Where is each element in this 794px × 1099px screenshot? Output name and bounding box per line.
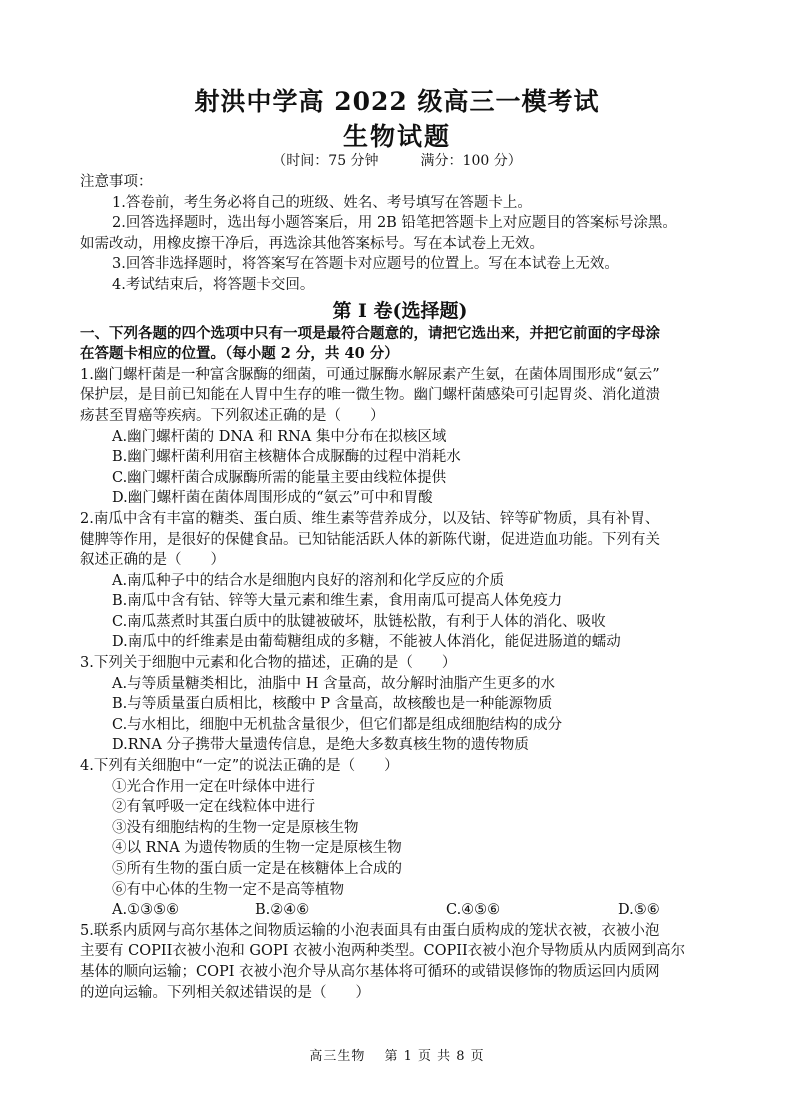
page-footer: 高三生物 第 1 页 共 8 页: [309, 1049, 485, 1064]
question-stem: 基体的顺向运输；COPI 衣被小泡介导从高尔基体将可循环的或错误修饰的物质运回内质网: [80, 963, 660, 980]
option-b: B.②④⑥: [255, 902, 310, 919]
option-d: D.⑤⑥: [618, 902, 660, 919]
option-d: D.幽门螺杆菌在菌体周围形成的“氨云”可中和胃酸: [112, 490, 433, 507]
statement-item: ②有氧呼吸一定在线粒体中进行: [112, 799, 315, 816]
notice-line: 如需改动，用橡皮擦干净后，再选涂其他答案标号。写在本试卷上无效。: [80, 235, 544, 252]
option-a: A.与等质量糖类相比，油脂中 H 含量高，故分解时油脂产生更多的水: [112, 675, 555, 692]
question-stem: 3.下列关于细胞中元素和化合物的描述，正确的是（ ）: [80, 655, 457, 672]
option-a: A.①③⑤⑥: [112, 902, 180, 919]
option-b: B.与等质量蛋白质相比，核酸中 P 含量高，故核酸也是一种能源物质: [112, 696, 553, 713]
question-stem: 保护层，是目前已知能在人胃中生存的唯一微生物。幽门螺杆菌感染可引起胃炎、消化道溃: [80, 387, 660, 404]
notice-heading: 注意事项：: [80, 174, 153, 190]
statement-item: ①光合作用一定在叶绿体中进行: [112, 778, 315, 795]
option-b: B.南瓜中含有钴、锌等大量元素和维生素，食用南瓜可提高人体免疫力: [112, 593, 563, 610]
option-a: A.南瓜种子中的结合水是细胞内良好的溶剂和化学反应的介质: [112, 572, 505, 589]
notice-line: 2.回答选择题时，选出每小题答案后，用 2B 铅笔把答题卡上对应题目的答案标号涂黑。: [112, 215, 677, 232]
option-c: C.幽门螺杆菌合成脲酶所需的能量主要由线粒体提供: [112, 469, 447, 486]
option-a: A.幽门螺杆菌的 DNA 和 RNA 集中分布在拟核区域: [112, 428, 447, 445]
section-instruction: 一、下列各题的四个选项中只有一项是最符合题意的，请把它选出来，并把它前面的字母涂: [80, 324, 660, 342]
question-stem: 1.幽门螺杆菌是一种富含脲酶的细菌，可通过脲酶水解尿素产生氨，在菌体周围形成“氨云”: [80, 366, 660, 383]
option-d: D.南瓜中的纤维素是由葡萄糖组成的多糖，不能被人体消化，能促进肠道的蠕动: [112, 634, 621, 651]
section-title: 第 I 卷(选择题): [332, 299, 468, 322]
question-stem: 4.下列有关细胞中“一定”的说法正确的是（ ）: [80, 758, 399, 775]
notice-line: 3.回答非选择题时，将答案写在答题卡对应题号的位置上。写在本试卷上无效。: [112, 256, 619, 273]
question-stem: 叙述正确的是（ ）: [80, 552, 225, 569]
statement-item: ⑥有中心体的生物一定不是高等植物: [112, 881, 344, 898]
question-stem: 主要有 COPII衣被小泡和 GOPI 衣被小泡两种类型。COPII衣被小泡介导物质从内质网到高尔: [80, 943, 686, 960]
question-stem: 2.南瓜中含有丰富的糖类、蛋白质、维生素等营养成分，以及钴、锌等矿物质，具有补胃、: [80, 510, 660, 527]
question-stem: 健脾等作用，是很好的保健食品。已知钴能活跃人体的新陈代谢，促进造血功能。下列有关: [80, 531, 660, 548]
option-c: C.④⑤⑥: [446, 902, 501, 919]
statement-item: ④以 RNA 为遗传物质的生物一定是原核生物: [112, 840, 402, 857]
options-row: [80, 900, 720, 921]
option-d: D.RNA 分子携带大量遗传信息，是绝大多数真核生物的遗传物质: [112, 737, 529, 754]
exam-subject: 生物试题: [342, 122, 451, 151]
question-stem: 疡甚至胃癌等疾病。下列叙述正确的是（ ）: [80, 407, 385, 424]
notice-line: 1.答卷前，考生务必将自己的班级、姓名、考号填写在答题卡上。: [112, 194, 532, 211]
section-instruction: 在答题卡相应的位置。（每小题 2 分，共 40 分）: [80, 345, 399, 363]
option-c: C.南瓜蒸煮时其蛋白质中的肽键被破坏，肽链松散，有利于人体的消化、吸收: [112, 613, 606, 630]
question-stem: 的逆向运输。下列相关叙述错误的是（ ）: [80, 984, 370, 1001]
exam-info: （时间：75 分钟 满分：100 分）: [272, 153, 522, 169]
notice-line: 4.考试结束后，将答题卡交回。: [112, 276, 315, 293]
statement-item: ③没有细胞结构的生物一定是原核生物: [112, 819, 359, 836]
option-c: C.与水相比，细胞中无机盐含量很少，但它们都是组成细胞结构的成分: [112, 716, 563, 733]
option-b: B.幽门螺杆菌利用宿主核糖体合成脲酶的过程中消耗水: [112, 449, 461, 466]
question-stem: 5.联系内质网与高尔基体之间物质运输的小泡表面具有由蛋白质构成的笼状衣被，衣被小泡: [80, 922, 660, 939]
statement-item: ⑤所有生物的蛋白质一定是在核糖体上合成的: [112, 861, 402, 877]
exam-content: [80, 172, 720, 1003]
exam-title: 射洪中学高 2022 级高三一模考试: [194, 87, 600, 116]
